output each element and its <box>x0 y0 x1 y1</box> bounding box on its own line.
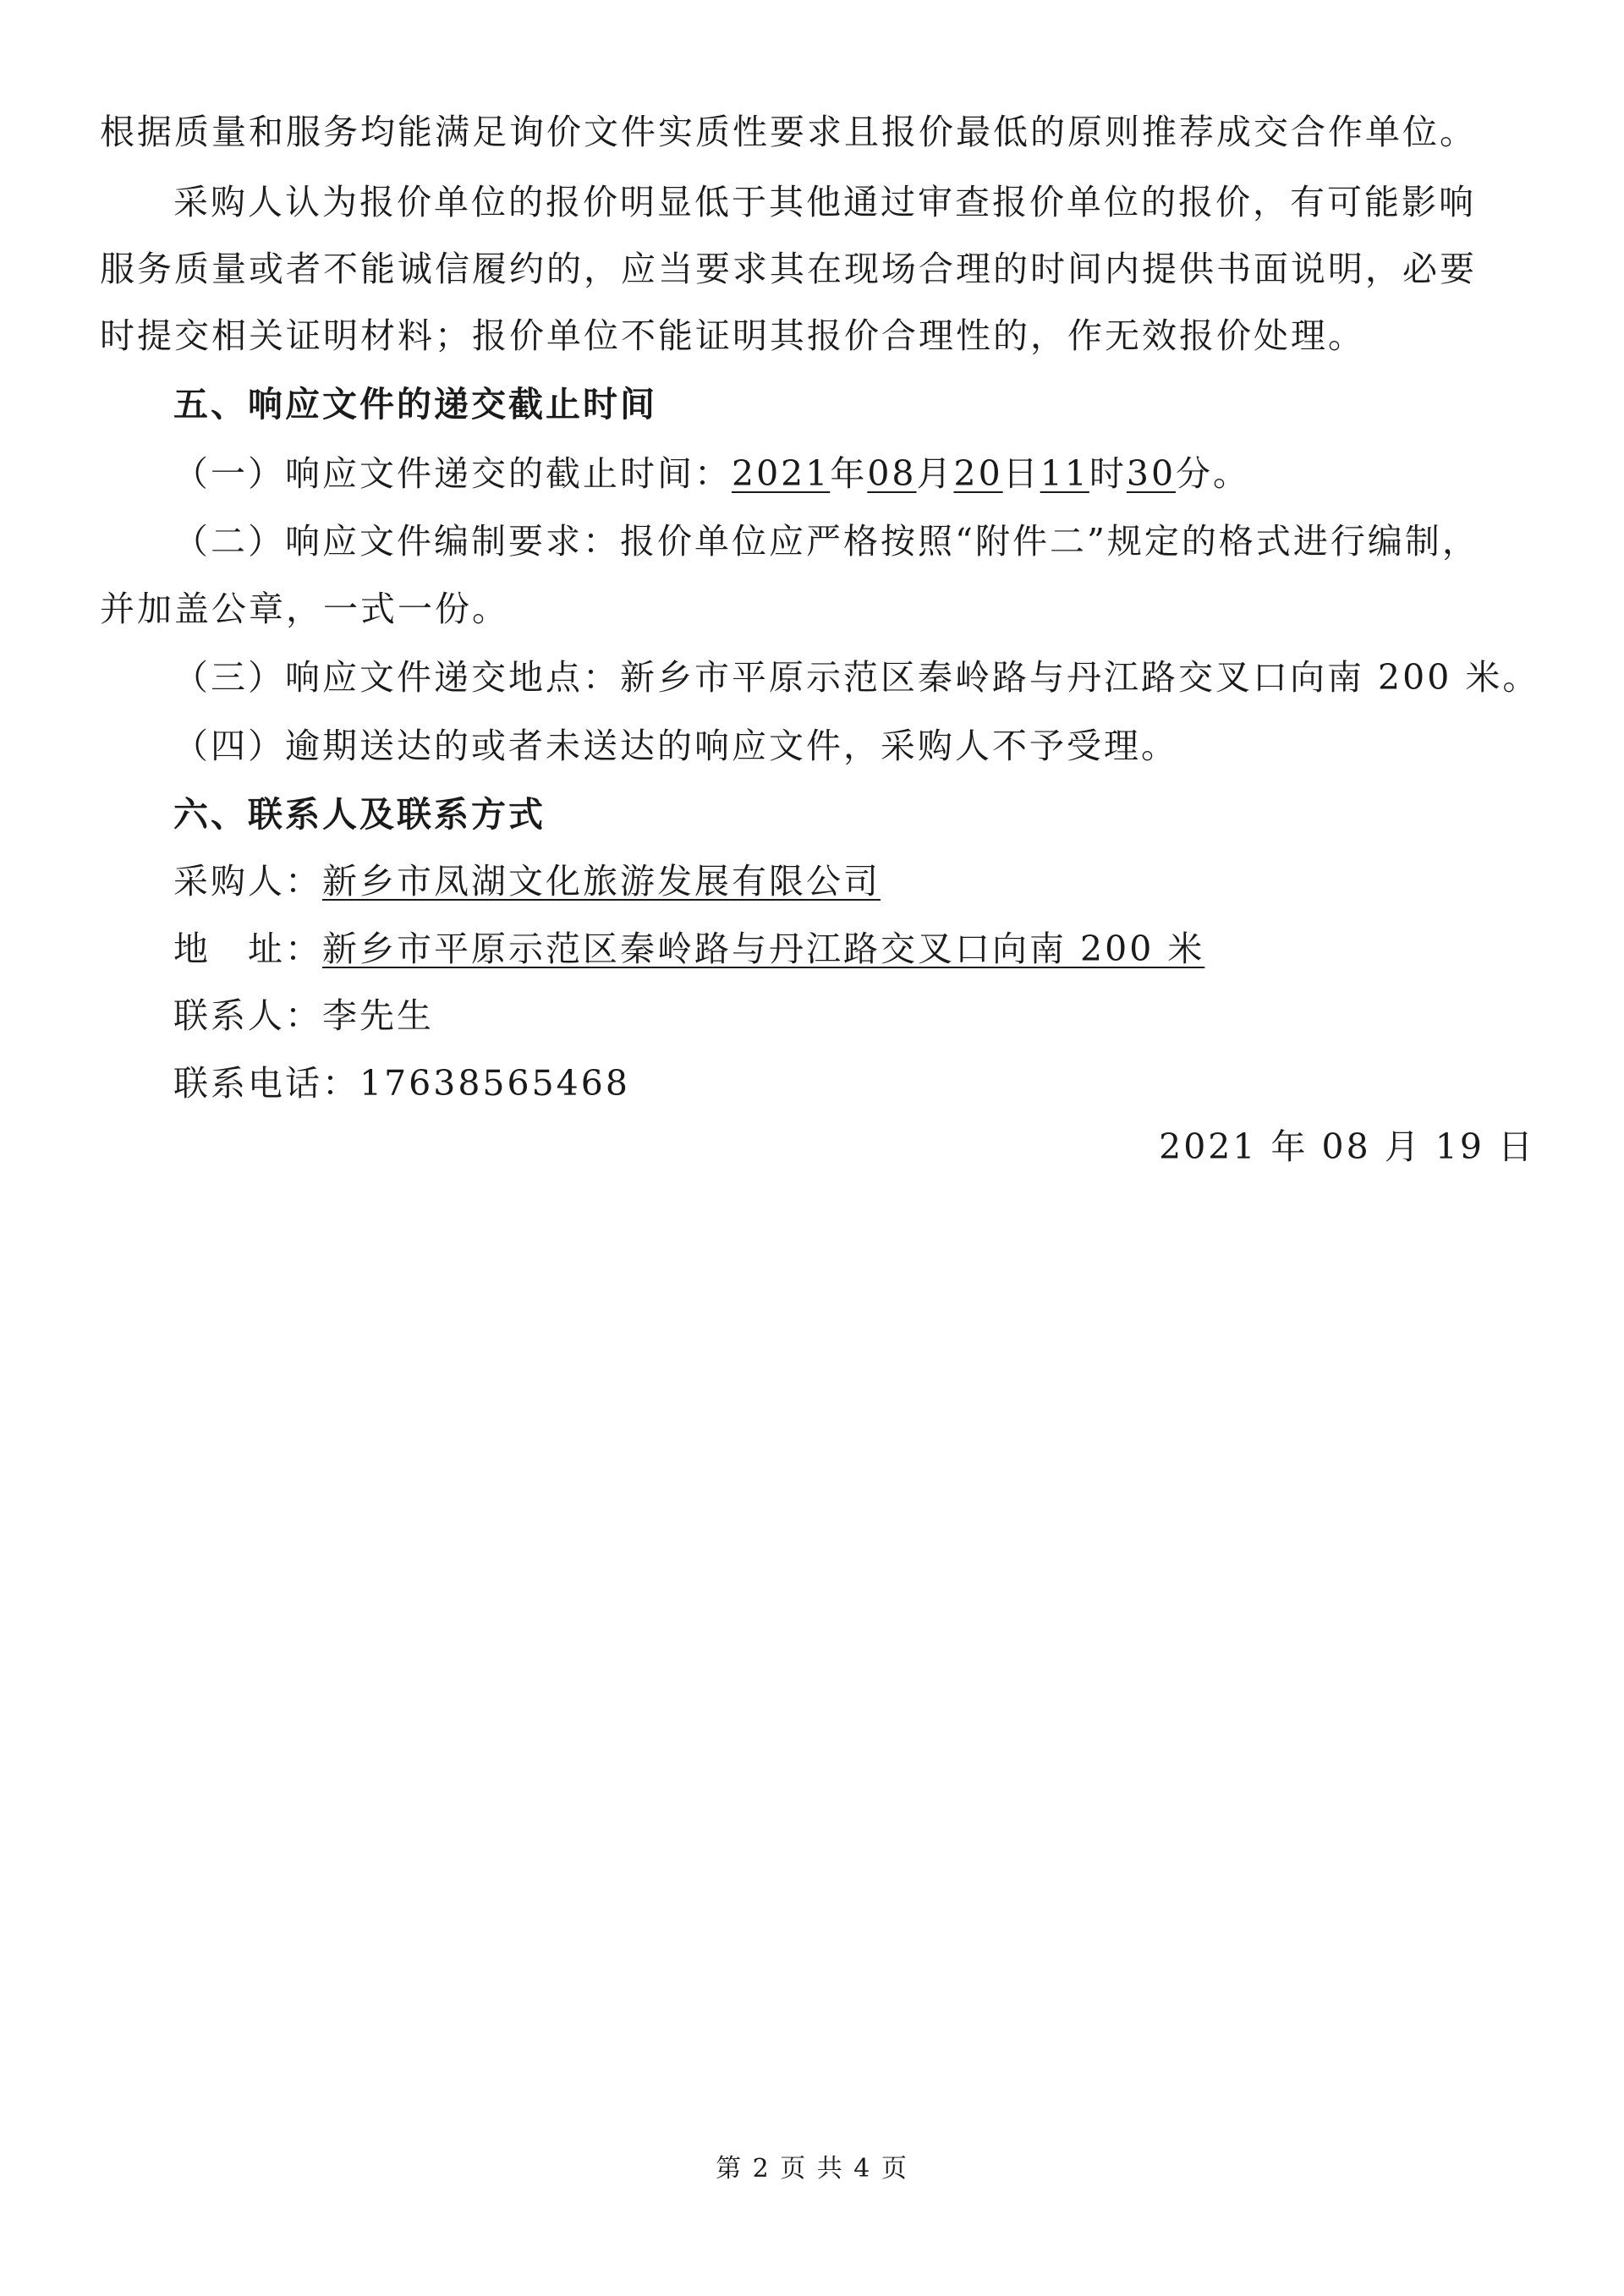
paragraph-line: 时提交相关证明材料；报价单位不能证明其报价合理性的，作无效报价处理。 <box>100 315 1365 356</box>
deadline-month-unit: 月 <box>916 453 954 494</box>
section-heading: 五、响应文件的递交截止时间 <box>173 384 657 425</box>
paragraph-line: （二）响应文件编制要求：报价单位应严格按照“附件二”规定的格式进行编制， <box>173 521 1479 562</box>
deadline-hour-unit: 时 <box>1089 453 1127 494</box>
deadline-year-unit: 年 <box>830 453 868 494</box>
purchaser-label: 采购人： <box>173 861 322 901</box>
deadline-prefix: （一）响应文件递交的截止时间： <box>173 453 732 494</box>
deadline-minute-unit: 分。 <box>1176 453 1251 494</box>
paragraph-line: 根据质量和服务均能满足询价文件实质性要求且报价最低的原则推荐成交合作单位。 <box>100 112 1477 152</box>
deadline-day: 20 <box>953 453 1003 494</box>
address-line <box>173 929 1205 969</box>
deadline-hour: 11 <box>1040 453 1089 494</box>
address-label: 地 址： <box>173 929 322 969</box>
page-footer: 第 2 页 共 4 页 <box>716 2154 908 2184</box>
address-value: 新乡市平原示范区秦岭路与丹江路交叉口向南 200 米 <box>322 929 1205 969</box>
paragraph-line: 并加盖公章，一式一份。 <box>100 589 509 629</box>
paragraph-line: 服务质量或者不能诚信履约的，应当要求其在现场合理的时间内提供书面说明，必要 <box>100 249 1477 289</box>
document-date: 2021 年 08 月 19 日 <box>1159 1126 1535 1167</box>
paragraph-line: 采购人认为报价单位的报价明显低于其他通过审查报价单位的报价，有可能影响 <box>173 182 1476 222</box>
deadline-year: 2021 <box>732 453 831 494</box>
deadline-month: 08 <box>867 453 917 494</box>
contact-line <box>173 995 434 1036</box>
contact-value: 李先生 <box>322 995 434 1036</box>
deadline-minute: 30 <box>1126 453 1177 494</box>
deadline-line <box>173 453 1251 494</box>
paragraph-line: （三）响应文件递交地点：新乡市平原示范区秦岭路与丹江路交叉口向南 200 米。 <box>173 657 1540 698</box>
phone-value: 17638565468 <box>359 1063 630 1104</box>
section-heading: 六、联系人及联系方式 <box>173 794 546 835</box>
purchaser-value: 新乡市凤湖文化旅游发展有限公司 <box>322 861 881 901</box>
contact-label: 联系人： <box>173 995 322 1036</box>
purchaser-line <box>173 861 881 901</box>
deadline-day-unit: 日 <box>1002 453 1040 494</box>
paragraph-line: （四）逾期送达的或者未送达的响应文件，采购人不予受理。 <box>173 726 1178 766</box>
phone-label: 联系电话： <box>173 1063 359 1104</box>
phone-line <box>173 1063 630 1104</box>
